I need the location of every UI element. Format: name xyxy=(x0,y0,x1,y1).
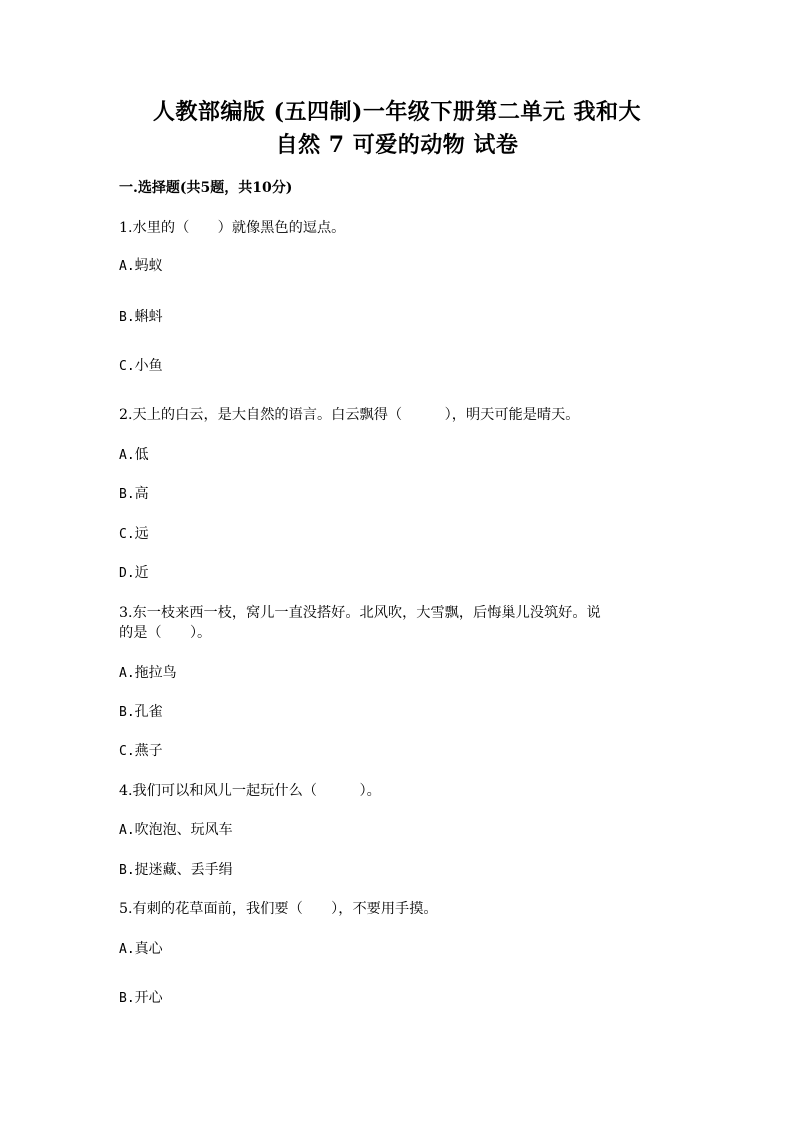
option-text: 燕子 xyxy=(134,743,163,759)
option-letter: A. xyxy=(119,942,135,957)
question-1-option-a xyxy=(119,256,679,277)
question-1-option-b xyxy=(119,307,679,328)
option-text: 高 xyxy=(134,486,149,502)
option-text: 远 xyxy=(134,526,149,542)
option-letter: B. xyxy=(119,487,135,502)
question-1-option-c xyxy=(119,356,679,377)
question-3-continuation: 的是（ ）。 xyxy=(119,625,212,641)
option-text: 蚂蚁 xyxy=(134,258,163,274)
question-4-option-b xyxy=(119,860,679,881)
option-text: 蝌蚪 xyxy=(134,309,163,325)
option-letter: B. xyxy=(119,863,135,878)
question-5-option-b xyxy=(119,988,679,1009)
option-text: 低 xyxy=(134,447,149,463)
question-number: 3. xyxy=(119,605,133,621)
option-letter: A. xyxy=(119,259,135,274)
option-letter: B. xyxy=(119,705,135,720)
page-title-line-1: 人教部编版 (五四制)一年级下册第二单元 我和大 xyxy=(152,99,642,125)
question-3-option-a xyxy=(119,663,679,684)
option-text: 孔雀 xyxy=(134,704,163,720)
option-letter: D. xyxy=(119,566,135,581)
question-2 xyxy=(119,405,679,425)
option-text: 开心 xyxy=(134,990,163,1006)
option-letter: B. xyxy=(119,991,135,1006)
question-2-option-b xyxy=(119,484,679,505)
question-number: 5. xyxy=(119,901,133,917)
option-letter: C. xyxy=(119,744,135,759)
question-text: 我们可以和风儿一起玩什么（ ）。 xyxy=(132,783,381,799)
option-text: 拖拉鸟 xyxy=(134,665,177,681)
option-letter: C. xyxy=(119,359,135,374)
question-5-option-a xyxy=(119,939,679,960)
question-text: 东一枝来西一枝，窝儿一直没搭好。北风吹，大雪飘，后悔巢儿没筑好。说 xyxy=(132,605,601,621)
question-number: 1. xyxy=(119,220,133,236)
question-text: 水里的（ ）就像黑色的逗点。 xyxy=(132,220,346,236)
question-4-option-a xyxy=(119,820,679,841)
option-text: 捉迷藏、丢手绢 xyxy=(134,862,233,878)
question-3-option-c xyxy=(119,741,679,762)
question-3 xyxy=(119,603,679,623)
question-2-option-d xyxy=(119,563,679,584)
question-text: 天上的白云，是大自然的语言。白云飘得（ ），明天可能是晴天。 xyxy=(132,407,580,423)
question-3-option-b xyxy=(119,702,679,723)
question-4 xyxy=(119,781,679,801)
option-letter: A. xyxy=(119,823,135,838)
question-1 xyxy=(119,218,679,238)
option-letter: C. xyxy=(119,527,135,542)
question-5 xyxy=(119,899,679,919)
question-2-option-a xyxy=(119,445,679,466)
option-text: 真心 xyxy=(134,941,163,957)
option-text: 近 xyxy=(134,565,149,581)
option-text: 小鱼 xyxy=(134,358,163,374)
question-number: 4. xyxy=(119,783,133,799)
option-text: 吹泡泡、玩风车 xyxy=(134,822,233,838)
option-letter: A. xyxy=(119,448,135,463)
page-title-line-2: 自然 7 可爱的动物 试卷 xyxy=(275,132,519,158)
question-2-option-c xyxy=(119,524,679,545)
section-heading: 一.选择题(共5题，共10分) xyxy=(119,180,293,196)
option-letter: B. xyxy=(119,310,135,325)
option-letter: A. xyxy=(119,666,135,681)
question-text: 有刺的花草面前，我们要（ ），不要用手摸。 xyxy=(132,901,438,917)
question-number: 2. xyxy=(119,407,133,423)
